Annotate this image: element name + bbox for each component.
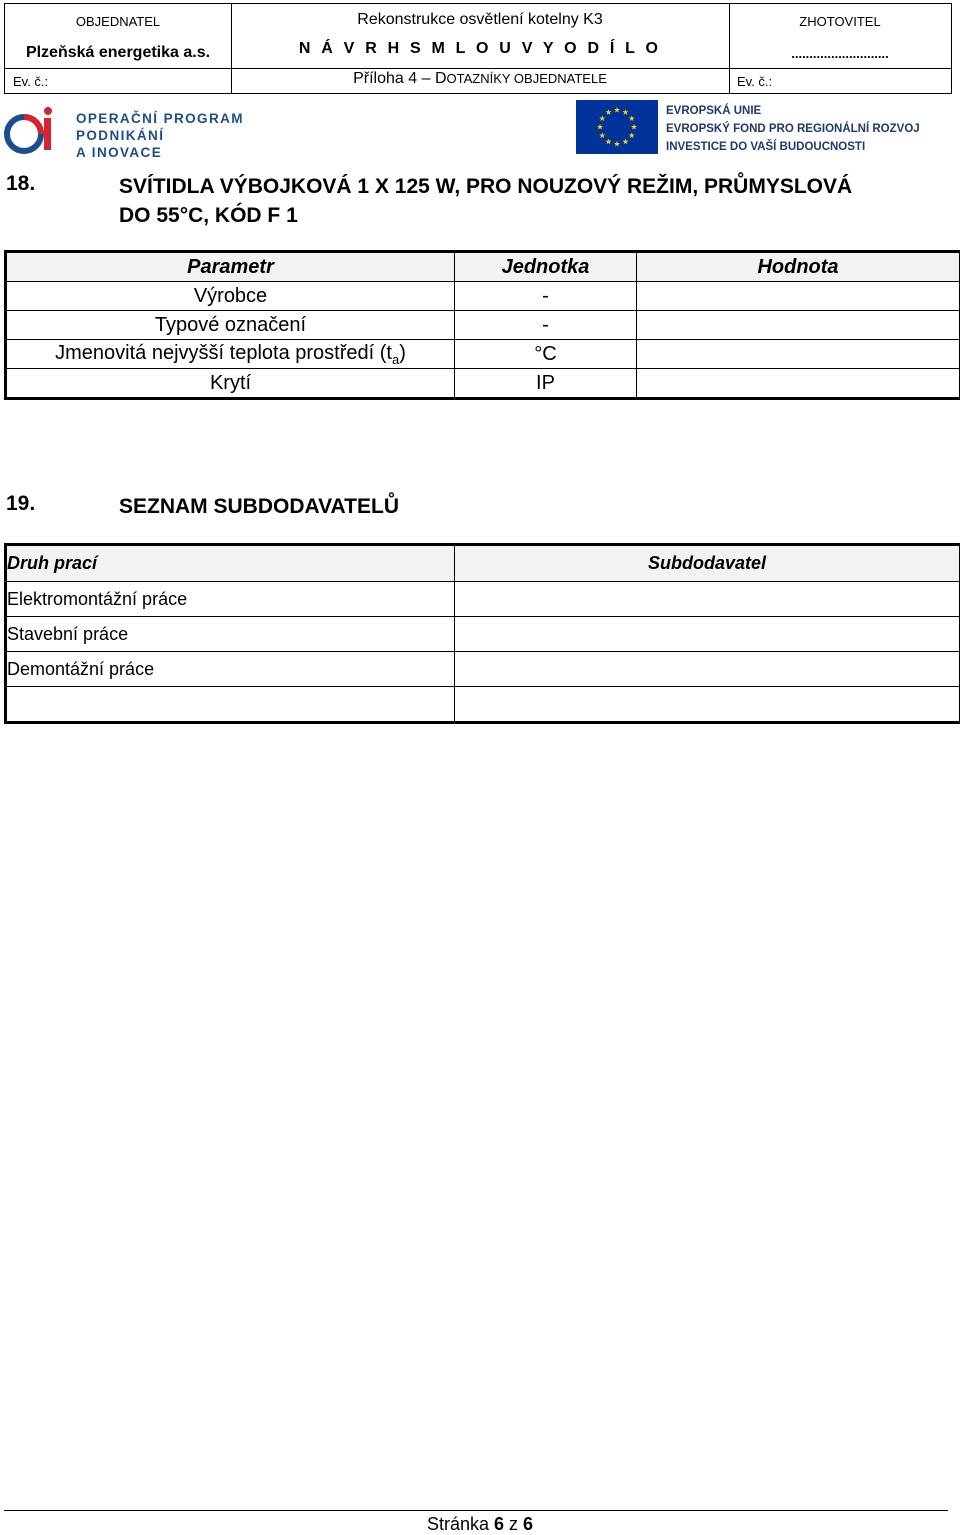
hodnota-cell[interactable] bbox=[637, 282, 960, 311]
eu-star-icon bbox=[629, 132, 635, 138]
jednotka-cell: °C bbox=[455, 340, 637, 369]
section-number: 18. bbox=[6, 172, 35, 196]
oppi-logo-text: OPERAČNÍ PROGRAM PODNIKÁNÍ A INOVACE bbox=[76, 110, 244, 161]
section-title: SVÍTIDLA VÝBOJKOVÁ 1 X 125 W, PRO NOUZOVÝ REŽIM, PRŮMYSLOVÁ DO 55°C, KÓD F 1 bbox=[119, 172, 852, 230]
table-row bbox=[6, 617, 960, 652]
column-header-parametr: Parametr bbox=[6, 252, 455, 282]
footer-divider bbox=[4, 1510, 948, 1511]
project-cell bbox=[231, 4, 730, 93]
appendix-title: Příloha 4 – DOTAZNÍKY OBJEDNATELE bbox=[231, 70, 729, 88]
jednotka-cell: - bbox=[455, 311, 637, 340]
document-header bbox=[4, 3, 952, 94]
eu-star-icon bbox=[605, 109, 611, 115]
druh-praci-cell: Stavební práce bbox=[6, 617, 455, 652]
column-header-jednotka: Jednotka bbox=[455, 252, 637, 282]
page-number: Stránka 6 z 6 bbox=[0, 1514, 960, 1535]
client-cell bbox=[5, 4, 232, 93]
table-row bbox=[6, 687, 960, 723]
table-header-row bbox=[6, 545, 960, 582]
hodnota-cell[interactable] bbox=[637, 311, 960, 340]
section-18-heading bbox=[6, 172, 956, 232]
column-header-hodnota: Hodnota bbox=[637, 252, 960, 282]
section-title: SEZNAM SUBDODAVATELŮ bbox=[119, 492, 399, 521]
table-row bbox=[6, 582, 960, 617]
table-row bbox=[6, 311, 960, 340]
druh-praci-cell[interactable] bbox=[6, 687, 455, 723]
table-row bbox=[6, 282, 960, 311]
luminaire-parameters-table bbox=[4, 250, 960, 400]
parametr-cell: Jmenovitá nejvyšší teplota prostředí $(t_a)$ bbox=[6, 340, 455, 369]
oppi-logo bbox=[4, 104, 254, 162]
eu-star-icon bbox=[605, 139, 611, 145]
druh-praci-cell: Elektromontážní práce bbox=[6, 582, 455, 617]
contractor-cell bbox=[729, 4, 951, 93]
section-19-heading bbox=[6, 492, 956, 522]
client-name: Plzeňská energetika a.s. bbox=[5, 44, 231, 62]
section-number: 19. bbox=[6, 492, 35, 516]
eu-star-icon bbox=[631, 124, 637, 130]
contractor-label: ZHOTOVITEL bbox=[729, 14, 951, 29]
project-title: Rekonstrukce osvětlení kotelny K3 bbox=[231, 11, 729, 29]
eu-star-icon bbox=[614, 107, 620, 113]
hodnota-cell[interactable] bbox=[637, 369, 960, 399]
eu-flag-icon bbox=[576, 100, 658, 154]
eu-star-icon bbox=[599, 115, 605, 121]
eu-logo-text: EVROPSKÁ UNIE EVROPSKÝ FOND PRO REGIONÁLNÍ ROZVOJ INVESTICE DO VAŠÍ BUDOUCNOSTI bbox=[666, 102, 920, 156]
table-row bbox=[6, 652, 960, 687]
header-divider bbox=[5, 68, 951, 69]
druh-praci-cell: Demontážní práce bbox=[6, 652, 455, 687]
hodnota-cell[interactable] bbox=[637, 340, 960, 369]
eu-logo bbox=[576, 98, 906, 156]
parametr-cell: Typové označení bbox=[6, 311, 455, 340]
parametr-cell: Krytí bbox=[6, 369, 455, 399]
subdodavatel-cell[interactable] bbox=[455, 652, 960, 687]
column-header-subdodavatel: Subdodavatel bbox=[455, 545, 960, 582]
table-header-row bbox=[6, 252, 960, 282]
subcontractors-table bbox=[4, 543, 960, 724]
contractor-name: ........................... bbox=[729, 46, 951, 61]
jednotka-cell: - bbox=[455, 282, 637, 311]
subdodavatel-cell[interactable] bbox=[455, 582, 960, 617]
eu-star-icon bbox=[597, 124, 603, 130]
client-label: OBJEDNATEL bbox=[5, 14, 231, 29]
document-type: N Á V R H S M L O U V Y O D Í L O bbox=[231, 40, 729, 58]
eu-star-icon bbox=[599, 132, 605, 138]
eu-star-icon bbox=[629, 115, 635, 121]
eu-star-icon bbox=[614, 141, 620, 147]
subdodavatel-cell[interactable] bbox=[455, 617, 960, 652]
subdodavatel-cell[interactable] bbox=[455, 687, 960, 723]
eu-star-icon bbox=[622, 139, 628, 145]
eu-star-icon bbox=[622, 109, 628, 115]
oppi-emblem-icon bbox=[4, 104, 64, 162]
parametr-cell: Výrobce bbox=[6, 282, 455, 311]
contractor-ev-number: Ev. č.: bbox=[729, 74, 951, 89]
table-row bbox=[6, 369, 960, 399]
jednotka-cell: IP bbox=[455, 369, 637, 399]
column-header-druh-praci: Druh prací bbox=[6, 545, 455, 582]
client-ev-number: Ev. č.: bbox=[5, 74, 231, 89]
table-row bbox=[6, 340, 960, 369]
